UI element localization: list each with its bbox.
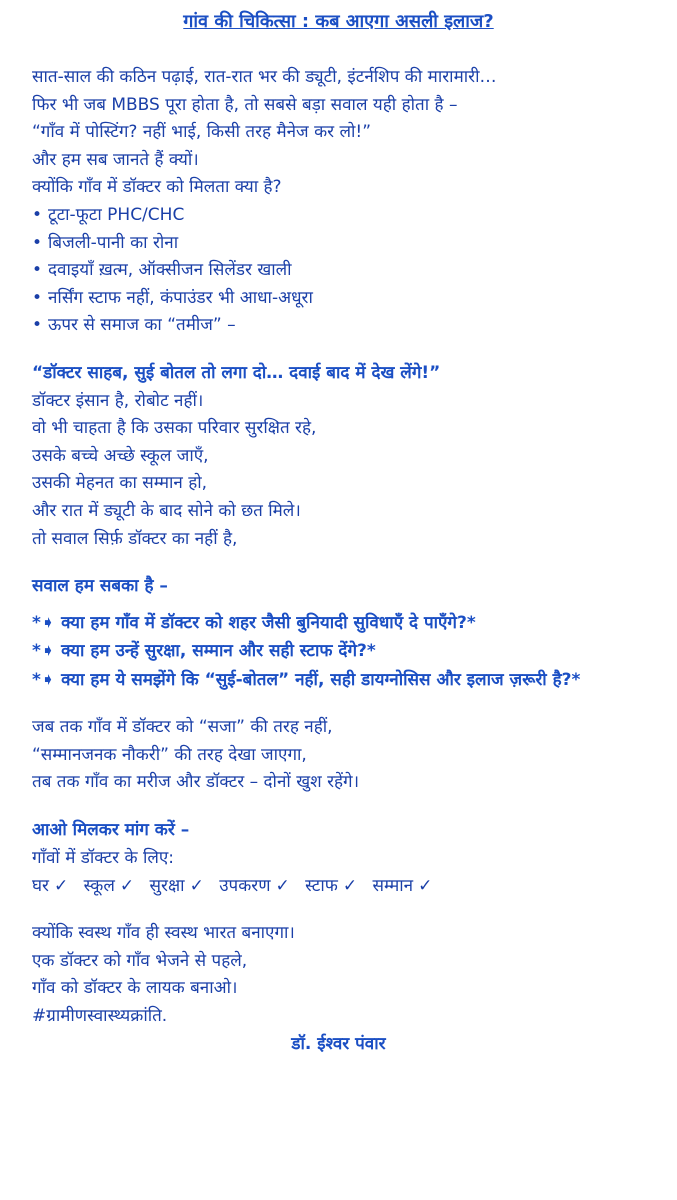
hashtag: #ग्रामीणस्वास्थ्यक्रांति. bbox=[32, 1005, 168, 1026]
check-icon: ✓ bbox=[275, 876, 290, 897]
demand-item bbox=[150, 872, 204, 900]
check-icon: ✓ bbox=[418, 876, 433, 897]
intro-line: “गाँव में पोस्टिंग? नहीं भाई, किसी तरह मैनेज कर लो!” bbox=[32, 122, 372, 143]
check-icon: ✓ bbox=[119, 876, 135, 897]
check-icon: ✓ bbox=[342, 876, 358, 897]
until-line: जब तक गाँव में डॉक्टर को “सजा” की तरह नहीं, bbox=[32, 717, 333, 738]
intro-line: फिर भी जब MBBS पूरा होता है, तो सबसे बड़ा सवाल यही होता है – bbox=[32, 94, 458, 115]
author-signature: डॉ. ईश्वर पंवार bbox=[291, 1033, 386, 1054]
demand-label: सम्मान bbox=[372, 876, 414, 897]
demand-label: स्कूल bbox=[83, 876, 115, 897]
question-heading: सवाल हम सबका है – bbox=[32, 576, 168, 597]
questions-section bbox=[32, 609, 677, 695]
arrow-icon: *➧ bbox=[32, 669, 56, 690]
demand-item bbox=[305, 872, 357, 900]
until-line: तब तक गाँव का मरीज और डॉक्टर – दोनों खुश रहेंगे। bbox=[32, 772, 360, 793]
question-item bbox=[32, 609, 677, 638]
bullet-icon: • bbox=[32, 260, 43, 281]
demand-label: सुरक्षा bbox=[149, 876, 185, 897]
closing-section bbox=[32, 920, 677, 1030]
question-text: क्या हम ये समझेंगे कि “सुई-बोतल” नहीं, सही डायग्नोसिस और इलाज ज़रूरी है?* bbox=[61, 669, 581, 690]
demand-label: घर bbox=[32, 876, 49, 897]
list-item-text: बिजली-पानी का रोना bbox=[48, 232, 179, 253]
doctor-section bbox=[32, 388, 677, 554]
list-item-text: नर्सिंग स्टाफ नहीं, कंपाउंडर भी आधा-अधूरा bbox=[48, 287, 313, 308]
demand-item bbox=[219, 872, 290, 900]
question-item bbox=[32, 666, 644, 695]
closing-line: एक डॉक्टर को गाँव भेजने से पहले, bbox=[32, 950, 248, 971]
demand-item bbox=[84, 872, 134, 900]
doctor-line: और रात में ड्यूटी के बाद सोने को छत मिले। bbox=[32, 500, 301, 521]
intro-line: क्योंकि गाँव में डॉक्टर को मिलता क्या है? bbox=[32, 177, 282, 198]
bullet-icon: • bbox=[32, 315, 43, 336]
bullet-icon: • bbox=[32, 204, 43, 225]
list-item bbox=[32, 257, 677, 285]
intro-line: और हम सब जानते हैं क्यों। bbox=[32, 149, 199, 170]
closing-line: क्योंकि स्वस्थ गाँव ही स्वस्थ भारत बनाएगा। bbox=[32, 923, 295, 944]
demand-item bbox=[373, 872, 433, 900]
until-line: “सम्मानजनक नौकरी” की तरह देखा जाएगा, bbox=[32, 744, 307, 765]
intro-line: सात-साल की कठिन पढ़ाई, रात-रात भर की ड्यूटी, इंटर्नशिप की मारामारी… bbox=[32, 67, 497, 87]
list-item bbox=[32, 202, 677, 230]
question-item bbox=[32, 637, 677, 666]
list-item-text: टूटा-फूटा PHC/CHC bbox=[48, 204, 185, 225]
intro-section bbox=[32, 64, 677, 202]
closing-line: गाँव को डॉक्टर के लायक बनाओ। bbox=[32, 978, 238, 999]
doctor-line: उसके बच्चे अच्छे स्कूल जाएँ, bbox=[32, 445, 209, 466]
demand-label: स्टाफ bbox=[305, 876, 338, 897]
question-text: क्या हम उन्हें सुरक्षा, सम्मान और सही स्टाफ देंगे?* bbox=[61, 641, 376, 662]
list-item bbox=[32, 312, 677, 340]
until-section bbox=[32, 714, 677, 797]
arrow-icon: *➧ bbox=[32, 612, 56, 633]
bullet-icon: • bbox=[32, 232, 43, 253]
problem-list bbox=[32, 202, 677, 340]
list-item-text: ऊपर से समाज का “तमीज” – bbox=[48, 315, 236, 336]
demand-item bbox=[32, 872, 68, 900]
page-title: गांव की चिकित्सा : कब आएगा असली इलाज? bbox=[183, 11, 494, 32]
demand-subheading: गाँवों में डॉक्टर के लिए: bbox=[32, 847, 175, 868]
demand-label: उपकरण bbox=[219, 876, 271, 897]
list-item-text: दवाइयाँ ख़त्म, ऑक्सीजन सिलेंडर खाली bbox=[48, 260, 292, 281]
quote-line: “डॉक्टर साहब, सुई बोतल तो लगा दो… दवाई बाद में देख लेंगे!” bbox=[32, 362, 441, 383]
list-item bbox=[32, 285, 677, 313]
doctor-line: वो भी चाहता है कि उसका परिवार सुरक्षित रहे, bbox=[32, 418, 317, 439]
bullet-icon: • bbox=[32, 287, 43, 308]
check-icon: ✓ bbox=[54, 876, 69, 897]
doctor-line: तो सवाल सिर्फ़ डॉक्टर का नहीं है, bbox=[32, 528, 238, 549]
doctor-line: उसकी मेहनत का सम्मान हो, bbox=[32, 473, 208, 494]
question-text: क्या हम गाँव में डॉक्टर को शहर जैसी बुनियादी सुविधाएँ दे पाएँगे?* bbox=[61, 612, 476, 633]
demand-heading: आओ मिलकर मांग करें – bbox=[32, 819, 190, 840]
check-icon: ✓ bbox=[189, 876, 204, 897]
demand-list bbox=[32, 872, 677, 900]
list-item bbox=[32, 230, 677, 258]
doctor-line: डॉक्टर इंसान है, रोबोट नहीं। bbox=[32, 390, 204, 411]
arrow-icon: *➧ bbox=[32, 641, 56, 662]
